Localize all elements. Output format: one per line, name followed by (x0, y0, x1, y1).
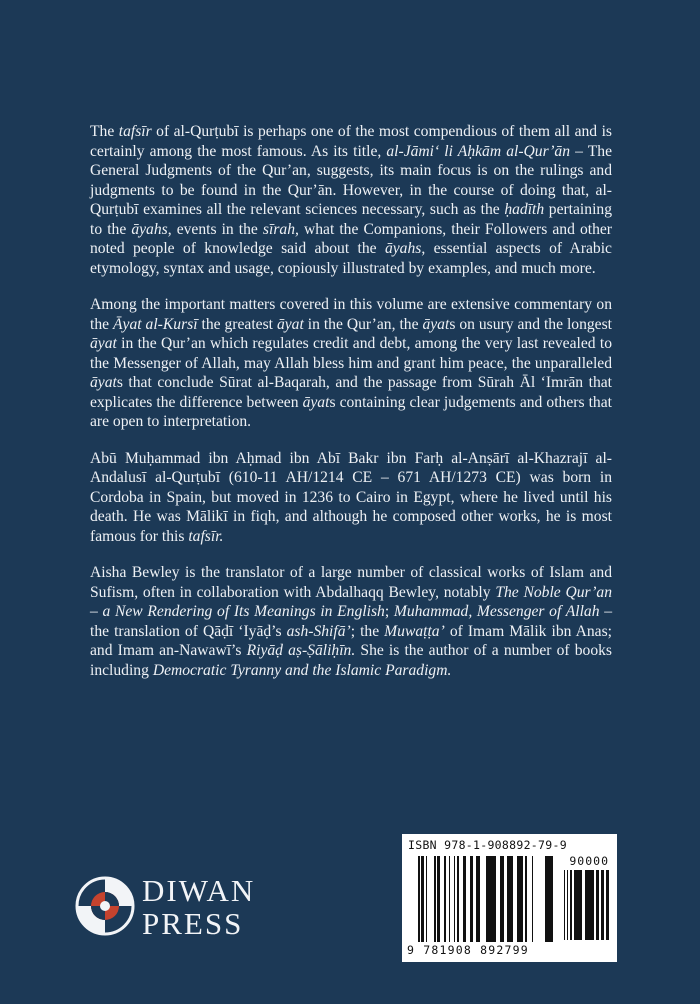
diwan-press-logo-icon (74, 875, 136, 937)
publisher-logo (74, 875, 304, 945)
price-code: 90000 (569, 854, 609, 868)
ean-digits: 9 781908 892799 (407, 943, 529, 957)
isbn-barcode (402, 834, 617, 962)
blurb-text (90, 122, 612, 697)
isbn-label: ISBN 978-1-908892-79-9 (408, 838, 567, 852)
blurb-paragraph-1: The tafsīr of al-Qurṭubī is perhaps one of the most compendious of them all and is certainly among the most famous. As its title, al-Jāmi‘ li Aḥkām al-Qur’ān – The General Judgments of the Qur’an, suggests, its main focus is on the rulings and judgments to be found in the Qur’ān. However, in the course of doing that, al-Qurṭubī examines all the relevant sciences necessary, such as the ḥadīth pertaining to the āyahs, events in the sīrah, what the Companions, their Followers and other noted people of knowledge said about the āyahs, essential aspects of Arabic etymology, syntax and usage, copiously illustrated by examples, and much more. (90, 123, 613, 277)
publisher-name-line2: PRESS (142, 906, 244, 941)
blurb-paragraph-2: Among the important matters covered in this volume are extensive commentary on the Āyat al-Kursī the greatest āyat in the Qur’an, the āyats on usury and the longest āyat in the Qur’an which regulates credit and debt, among the very last revealed to the Messenger of Allah, may Allah bless him and grant him peace, the unparalleled āyats that conclude Sūrat al-Baqarah, and the passage from Sūrah Āl ‘Imrān that explicates the difference between āyats containing clear judgements and others that are open to interpretation. (90, 296, 613, 430)
blurb-paragraph-4: Aisha Bewley is the translator of a large number of classical works of Islam and Sufism, often in collaboration with Abdalhaqq Bewley, notably The Noble Qur’an – a New Rendering of Its Meanings in English; Muhammad, Messenger of Allah – the translation of Qāḍī ‘Iyāḍ’s ash-Shifā’; the Muwaṭṭa’ of Imam Mālik ibn Anas; and Imam an-Nawawī’s Riyāḍ aṣ-Ṣāliḥīn. She is the author of a number of books including Democratic Tyranny and the Islamic Paradigm. (90, 564, 612, 679)
publisher-name-line1: DIWAN (142, 873, 256, 908)
blurb-paragraph-3: Abū Muḥammad ibn Aḥmad ibn Abī Bakr ibn Farḥ al-Anṣārī al-Khazrajī al-Andalusī al-Qurṭubī (610-11 AH/1214 CE – 671 AH/1273 CE) was born in Cordoba in Spain, but moved in 1236 to Cairo in Egypt, where he lived until his death. He was Mālikī in fiqh, and although he composed other works, he is most famous for this tafsīr. (90, 449, 612, 545)
publisher-wordmark (142, 875, 255, 939)
